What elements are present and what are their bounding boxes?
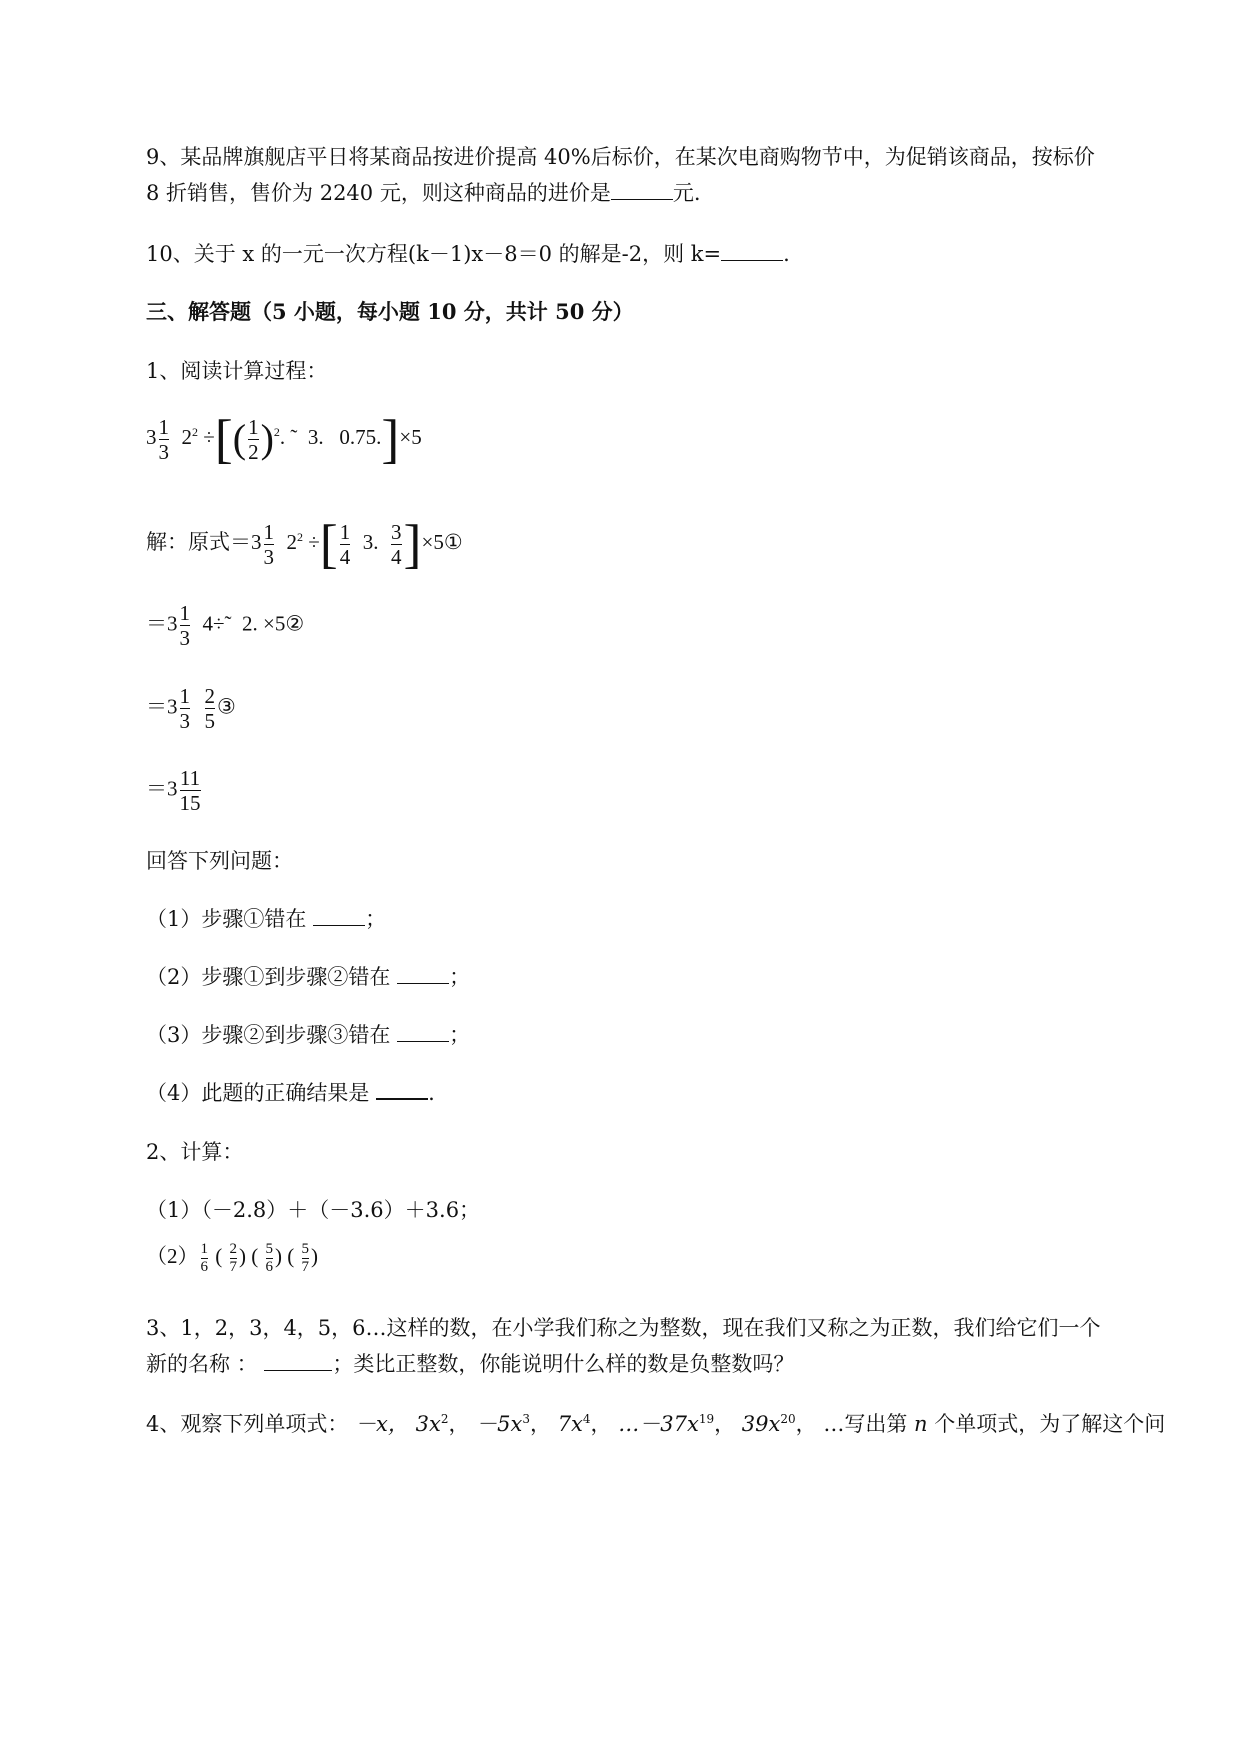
problem-4-text: 个单项式，为了解这个问 — [934, 1412, 1166, 1436]
exponent: 20 — [780, 1412, 796, 1426]
solution-prefix: 解：原式＝3 — [146, 529, 262, 554]
answer-blank[interactable] — [264, 1369, 332, 1371]
term-three: 3 — [307, 424, 319, 449]
problem-1-intro: 1、阅读计算过程： — [146, 359, 328, 383]
base-two: 2 — [181, 424, 192, 449]
step-tail: ③ — [217, 694, 236, 719]
comma: ， — [448, 1412, 470, 1436]
problem-4 — [146, 1408, 1165, 1438]
term-three: 3 — [362, 529, 374, 554]
exponent: 4 — [582, 1412, 591, 1426]
answer-blank[interactable] — [721, 259, 783, 261]
step-prefix: ＝3 — [146, 776, 178, 801]
monomial: 7x — [557, 1412, 583, 1436]
answer-blank[interactable] — [376, 1097, 428, 1100]
solution-step-3 — [146, 684, 236, 733]
problem-3-text: ；类比正整数，你能说明什么样的数是负整数吗？ — [332, 1352, 795, 1376]
sub-question-2 — [146, 961, 470, 991]
monomial: …－37x — [618, 1412, 699, 1436]
monomial: 39x — [741, 1412, 781, 1436]
punctuation: . — [428, 1081, 435, 1105]
fraction: $\frac{2}{7}$ — [229, 1240, 237, 1275]
fraction: $\frac{1}{6}$ — [200, 1240, 208, 1275]
fraction: $\frac{1}{4}$ — [339, 519, 351, 569]
variable-n: n — [914, 1412, 928, 1436]
q9-unit: 元. — [672, 181, 701, 205]
answer-blank[interactable] — [611, 198, 673, 200]
fraction: $\frac{5}{7}$ — [301, 1240, 309, 1275]
exponent: 2 — [440, 1412, 449, 1426]
mixed-whole: 3 — [146, 424, 157, 449]
step-tail: ×5② — [263, 611, 305, 636]
fraction: $\frac{2}{5}$ — [204, 684, 215, 733]
answer-blank[interactable] — [313, 924, 365, 926]
monomial: 3x — [415, 1412, 441, 1436]
right-bracket: ] — [403, 514, 422, 574]
fraction: $\frac{1}{3}$ — [179, 601, 190, 650]
solution-step-4 — [146, 766, 203, 815]
q10-text: 10、关于 x 的一元一次方程(k－1)x－8＝0 的解是-2，则 k= — [146, 242, 722, 266]
left-bracket: [ — [319, 514, 338, 574]
problem-4-label: 4、观察下列单项式： — [146, 1412, 349, 1436]
problem-3-line-2 — [146, 1348, 794, 1378]
punctuation: ； — [449, 965, 471, 989]
punctuation: ； — [449, 1023, 471, 1047]
sub-question-text: （3）步骤②到步骤③错在 — [146, 1023, 391, 1047]
problem-1-expression: 3 $\frac{1}{3}$ $2^2$ ÷[( $\frac{1}{2}$ )$^2$. ˜ 3. 0.75.]×5 — [146, 409, 422, 469]
decimal: 0.75 — [339, 424, 377, 449]
comma: ， — [530, 1412, 551, 1436]
question-9-line-1: 9、某品牌旗舰店平日将某商品按进价提高 40%后标价，在某次电商购物节中，为促销该商品，按标价 — [146, 145, 1095, 169]
step-tail: ×5① — [421, 529, 463, 554]
answer-blank[interactable] — [397, 982, 449, 984]
sub-question-text: （4）此题的正确结果是 — [146, 1081, 370, 1105]
problem-2-sub-2: （2） $\frac{1}{6}$ ( $\frac{2}{7}$ ) ( $\frac{5}{6}$ ) ( $\frac{5}{7}$ ) — [146, 1240, 318, 1275]
punctuation: ； — [365, 907, 387, 931]
solution-step-1: 解：原式＝3 $\frac{1}{3}$ $2^2$ ÷[ $\frac{1}{4}$ 3. $\frac{3}{4}$ ]×5① — [146, 514, 463, 574]
answer-prompt: 回答下列问题： — [146, 849, 293, 873]
comma: ， — [590, 1412, 612, 1436]
exponent: 3 — [522, 1412, 530, 1426]
problem-2-sub-1: （1）（－2.8）＋（－3.6）＋3.6； — [146, 1198, 481, 1222]
step-middle: 4÷ — [202, 611, 225, 636]
base-two: 2 — [286, 529, 297, 554]
monomial: －x， — [355, 1412, 409, 1436]
q9-text: 8 折销售，售价为 2240 元，则这种商品的进价是 — [146, 181, 611, 205]
sub-question-4 — [146, 1077, 435, 1107]
fraction: $\frac{1}{3}$ — [158, 414, 169, 464]
q10-end: . — [783, 242, 790, 266]
step-prefix: ＝3 — [146, 611, 178, 636]
sub-question-text: （2）步骤①到步骤②错在 — [146, 965, 391, 989]
divide-sign: ÷ — [308, 529, 320, 554]
comma: ， — [795, 1412, 817, 1436]
exponent: 2 — [297, 529, 303, 544]
left-bracket: [ — [214, 409, 233, 469]
fraction: $\frac{11}{15}$ — [179, 766, 201, 815]
exponent: 19 — [698, 1412, 715, 1426]
exponent: 2 — [273, 424, 280, 439]
problem-3-text: 新的名称 ： — [146, 1352, 258, 1376]
question-10 — [146, 238, 790, 268]
comma: ， — [714, 1412, 736, 1436]
sub-question-text: （1）步骤①错在 — [146, 907, 307, 931]
problem-2-intro: 2、计算： — [146, 1140, 244, 1164]
solution-step-2: ＝3 $\frac{1}{3}$ 4÷˜ 2. ×5② — [146, 601, 305, 650]
problem-4-text: …写出第 — [823, 1412, 908, 1436]
answer-blank[interactable] — [397, 1040, 449, 1042]
step-prefix: ＝3 — [146, 694, 178, 719]
sub-question-3 — [146, 1019, 470, 1049]
fraction: $\frac{1}{3}$ — [179, 684, 190, 733]
right-bracket: ] — [381, 409, 400, 469]
sub-question-label: （2） — [146, 1244, 199, 1268]
question-9-line-2 — [146, 177, 701, 207]
monomial: －5x — [476, 1412, 523, 1436]
times-five: ×5 — [399, 424, 422, 449]
fraction: $\frac{3}{4}$ — [391, 519, 402, 569]
section-3-title: 三、解答题（5 小题，每小题 10 分，共计 50 分） — [146, 299, 634, 324]
exponent: 2 — [192, 424, 198, 439]
half-fraction: $\frac{1}{2}$ — [248, 414, 259, 464]
fraction: $\frac{1}{3}$ — [263, 519, 274, 569]
term-two: 2 — [242, 611, 253, 636]
fraction: $\frac{5}{6}$ — [265, 1240, 273, 1275]
problem-3-line-1: 3、1，2，3，4，5，6…这样的数，在小学我们称之为整数，现在我们又称之为正数，我们给它们一个 — [146, 1316, 1101, 1340]
sub-question-1 — [146, 903, 386, 933]
